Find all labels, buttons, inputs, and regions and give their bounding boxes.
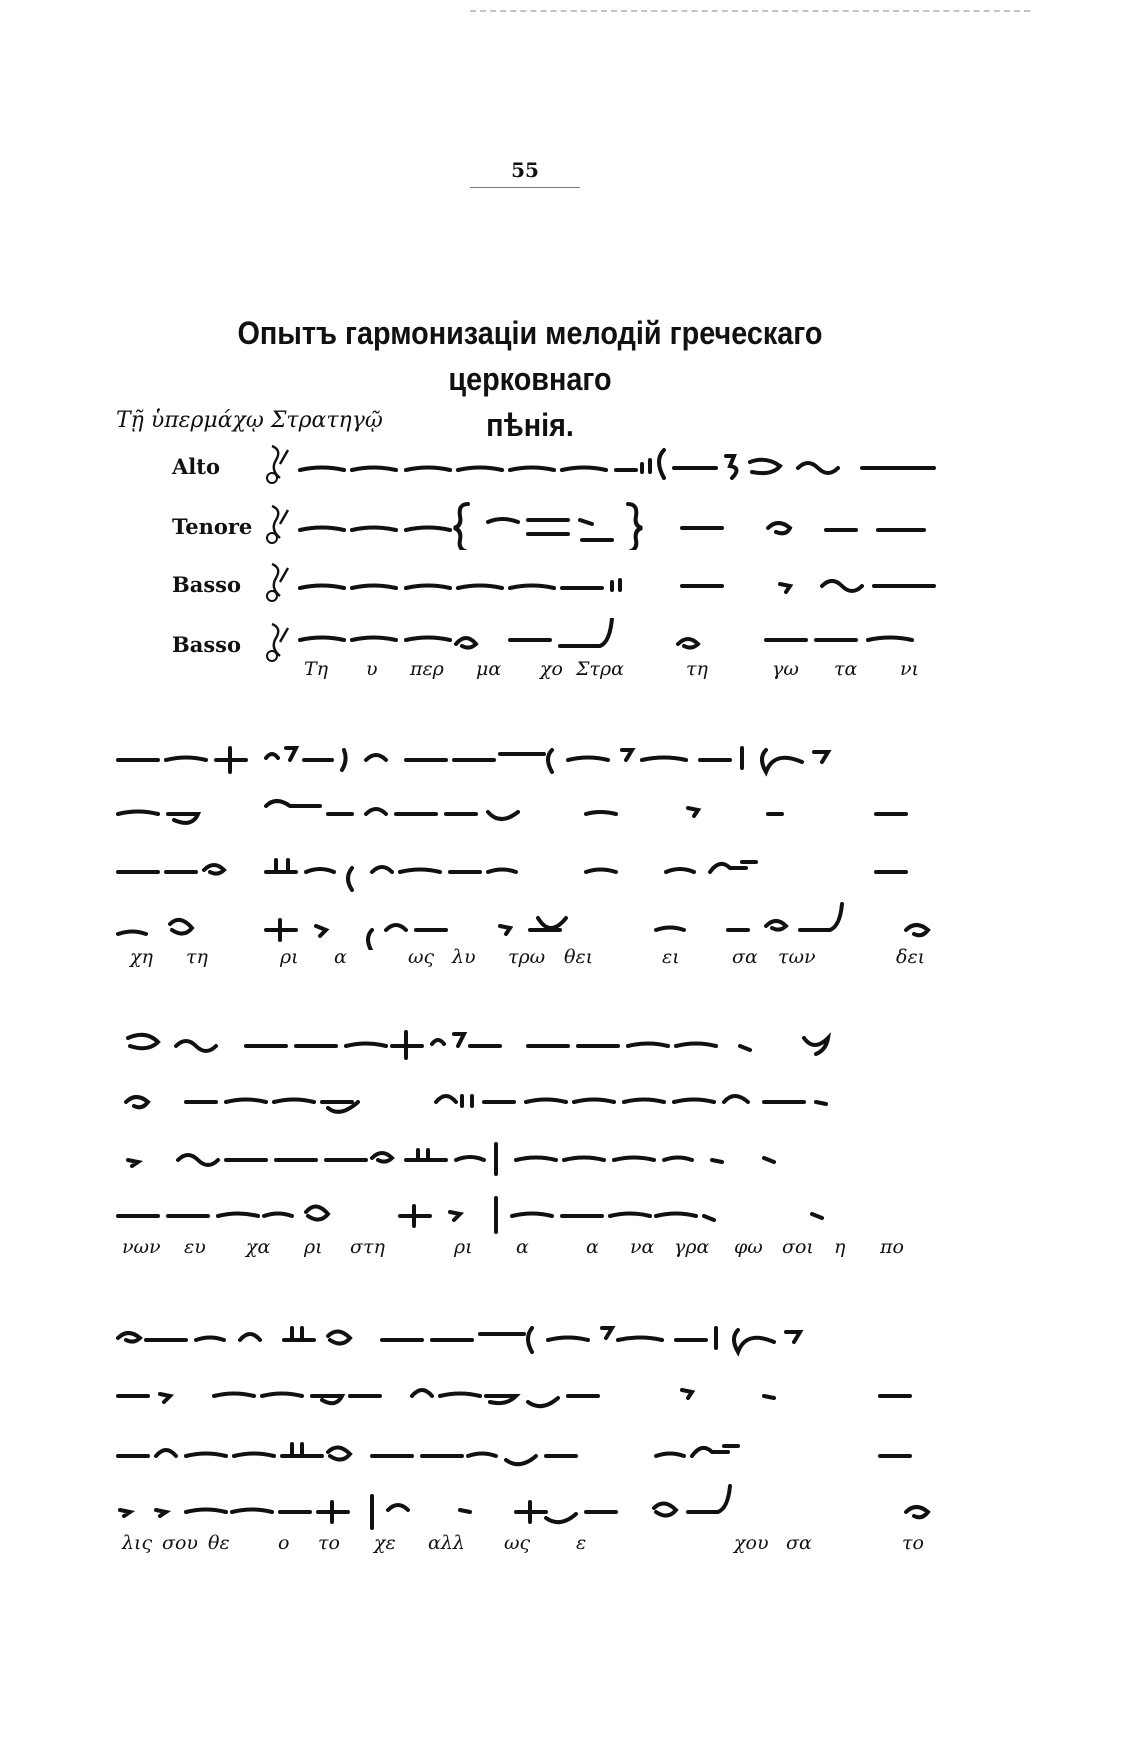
neume-row-3-2 xyxy=(0,1074,1140,1124)
neume-row-4-3 xyxy=(0,1426,1140,1476)
neume-row-3-1 xyxy=(0,1016,1140,1066)
neume-line-3-3 xyxy=(116,1130,938,1180)
neume-line-2-1 xyxy=(116,730,938,780)
martyria-clef-icon xyxy=(264,440,294,488)
neume-row-3-3 xyxy=(0,1130,1140,1180)
neume-line-4-1 xyxy=(116,1310,938,1360)
neume-row-2-1 xyxy=(0,730,1140,780)
neume-line-basso-1 xyxy=(298,558,938,608)
lyric-syllable: Στρα xyxy=(576,658,624,680)
lyric-syllable: λυ xyxy=(452,946,476,968)
lyrics-line-3 xyxy=(0,1236,1140,1264)
neume-line-3-1 xyxy=(116,1016,938,1066)
neume-row-4-1 xyxy=(0,1310,1140,1360)
martyria-clef-icon xyxy=(264,558,294,606)
neume-row-4-4 xyxy=(0,1482,1140,1532)
hymn-incipit: Τῇ ὑπερμάχῳ Στρατηγῷ xyxy=(116,408,383,433)
lyric-syllable: νων xyxy=(122,1236,161,1258)
title-line-1: Опытъ гармонизаціи мелодій греческаго церковнаго xyxy=(237,315,823,397)
neume-line-3-4 xyxy=(116,1186,938,1236)
lyric-syllable: ευ xyxy=(184,1236,206,1258)
lyric-syllable: ει xyxy=(662,946,680,968)
lyric-syllable: τη xyxy=(186,946,208,968)
voice-row-alto xyxy=(0,440,1140,490)
voice-label-basso-1: Basso xyxy=(172,572,242,597)
lyric-syllable: το xyxy=(902,1532,924,1554)
lyric-syllable: ρι xyxy=(454,1236,473,1258)
lyric-syllable: ρι xyxy=(304,1236,323,1258)
lyric-syllable: ως xyxy=(408,946,435,968)
lyrics-line-4 xyxy=(0,1532,1140,1560)
lyric-syllable: των xyxy=(778,946,816,968)
voice-label-basso-2: Basso xyxy=(172,632,242,657)
lyric-syllable: υ xyxy=(366,658,378,680)
lyric-syllable: σα xyxy=(732,946,758,968)
neume-line-4-4 xyxy=(116,1482,938,1532)
lyric-syllable: γρα xyxy=(674,1236,710,1258)
lyric-syllable: χα xyxy=(246,1236,271,1258)
neume-row-2-2 xyxy=(0,786,1140,836)
lyric-syllable: ο xyxy=(278,1532,290,1554)
lyric-syllable: α xyxy=(586,1236,599,1258)
lyric-syllable: να xyxy=(630,1236,655,1258)
lyric-syllable: γω xyxy=(772,658,799,680)
lyric-syllable: χε xyxy=(374,1532,396,1554)
lyric-syllable: χο xyxy=(540,658,563,680)
voice-row-tenore xyxy=(0,500,1140,550)
lyric-syllable: μα xyxy=(476,658,502,680)
lyric-syllable: θει xyxy=(564,946,594,968)
martyria-clef-icon xyxy=(264,500,294,548)
lyric-syllable: χου xyxy=(734,1532,769,1554)
lyric-syllable: α xyxy=(516,1236,529,1258)
neume-line-alto-1 xyxy=(298,440,938,490)
lyric-syllable: περ xyxy=(410,658,444,680)
lyric-syllable: θε xyxy=(208,1532,230,1554)
lyric-syllable: στη xyxy=(350,1236,385,1258)
lyric-syllable: ε xyxy=(576,1532,587,1554)
voice-row-basso-1 xyxy=(0,558,1140,608)
lyric-syllable: σα xyxy=(786,1532,812,1554)
lyrics-line-1 xyxy=(0,658,1140,686)
neume-line-2-2 xyxy=(116,786,938,836)
neume-row-2-4 xyxy=(0,900,1140,950)
lyric-syllable: ως xyxy=(504,1532,531,1554)
neume-row-3-4 xyxy=(0,1186,1140,1236)
neume-line-4-3 xyxy=(116,1426,938,1476)
lyrics-line-2 xyxy=(0,946,1140,974)
voice-label-tenore: Tenore xyxy=(172,514,253,539)
lyric-syllable: η xyxy=(834,1236,846,1258)
lyric-syllable: χη xyxy=(130,946,153,968)
page-number: 55 xyxy=(511,158,539,182)
lyric-syllable: Τη xyxy=(304,658,329,680)
neume-line-2-4 xyxy=(116,900,938,950)
neume-line-3-2 xyxy=(116,1074,938,1124)
neume-line-2-3 xyxy=(116,842,938,892)
neume-row-4-2 xyxy=(0,1368,1140,1418)
lyric-syllable: τα xyxy=(834,658,858,680)
lyric-syllable: πο xyxy=(880,1236,904,1258)
lyric-syllable: σοι xyxy=(782,1236,814,1258)
neume-line-4-2 xyxy=(116,1368,938,1418)
lyric-syllable: δει xyxy=(896,946,926,968)
lyric-syllable: α xyxy=(334,946,347,968)
lyric-syllable: σου xyxy=(162,1532,198,1554)
page-number-rule xyxy=(470,187,580,188)
neume-line-tenore-1 xyxy=(298,500,938,550)
voice-label-alto: Alto xyxy=(172,454,220,479)
lyric-syllable: αλλ xyxy=(428,1532,465,1554)
lyric-syllable: τρω xyxy=(508,946,546,968)
lyric-syllable: λις xyxy=(122,1532,153,1554)
lyric-syllable: τη xyxy=(686,658,708,680)
lyric-syllable: φω xyxy=(734,1236,763,1258)
lyric-syllable: νι xyxy=(900,658,919,680)
lyric-syllable: ρι xyxy=(280,946,299,968)
title-line-2: пѣнія. xyxy=(486,407,574,443)
neume-row-2-3 xyxy=(0,842,1140,892)
lyric-syllable: το xyxy=(318,1532,340,1554)
scan-edge-noise xyxy=(470,10,1030,16)
